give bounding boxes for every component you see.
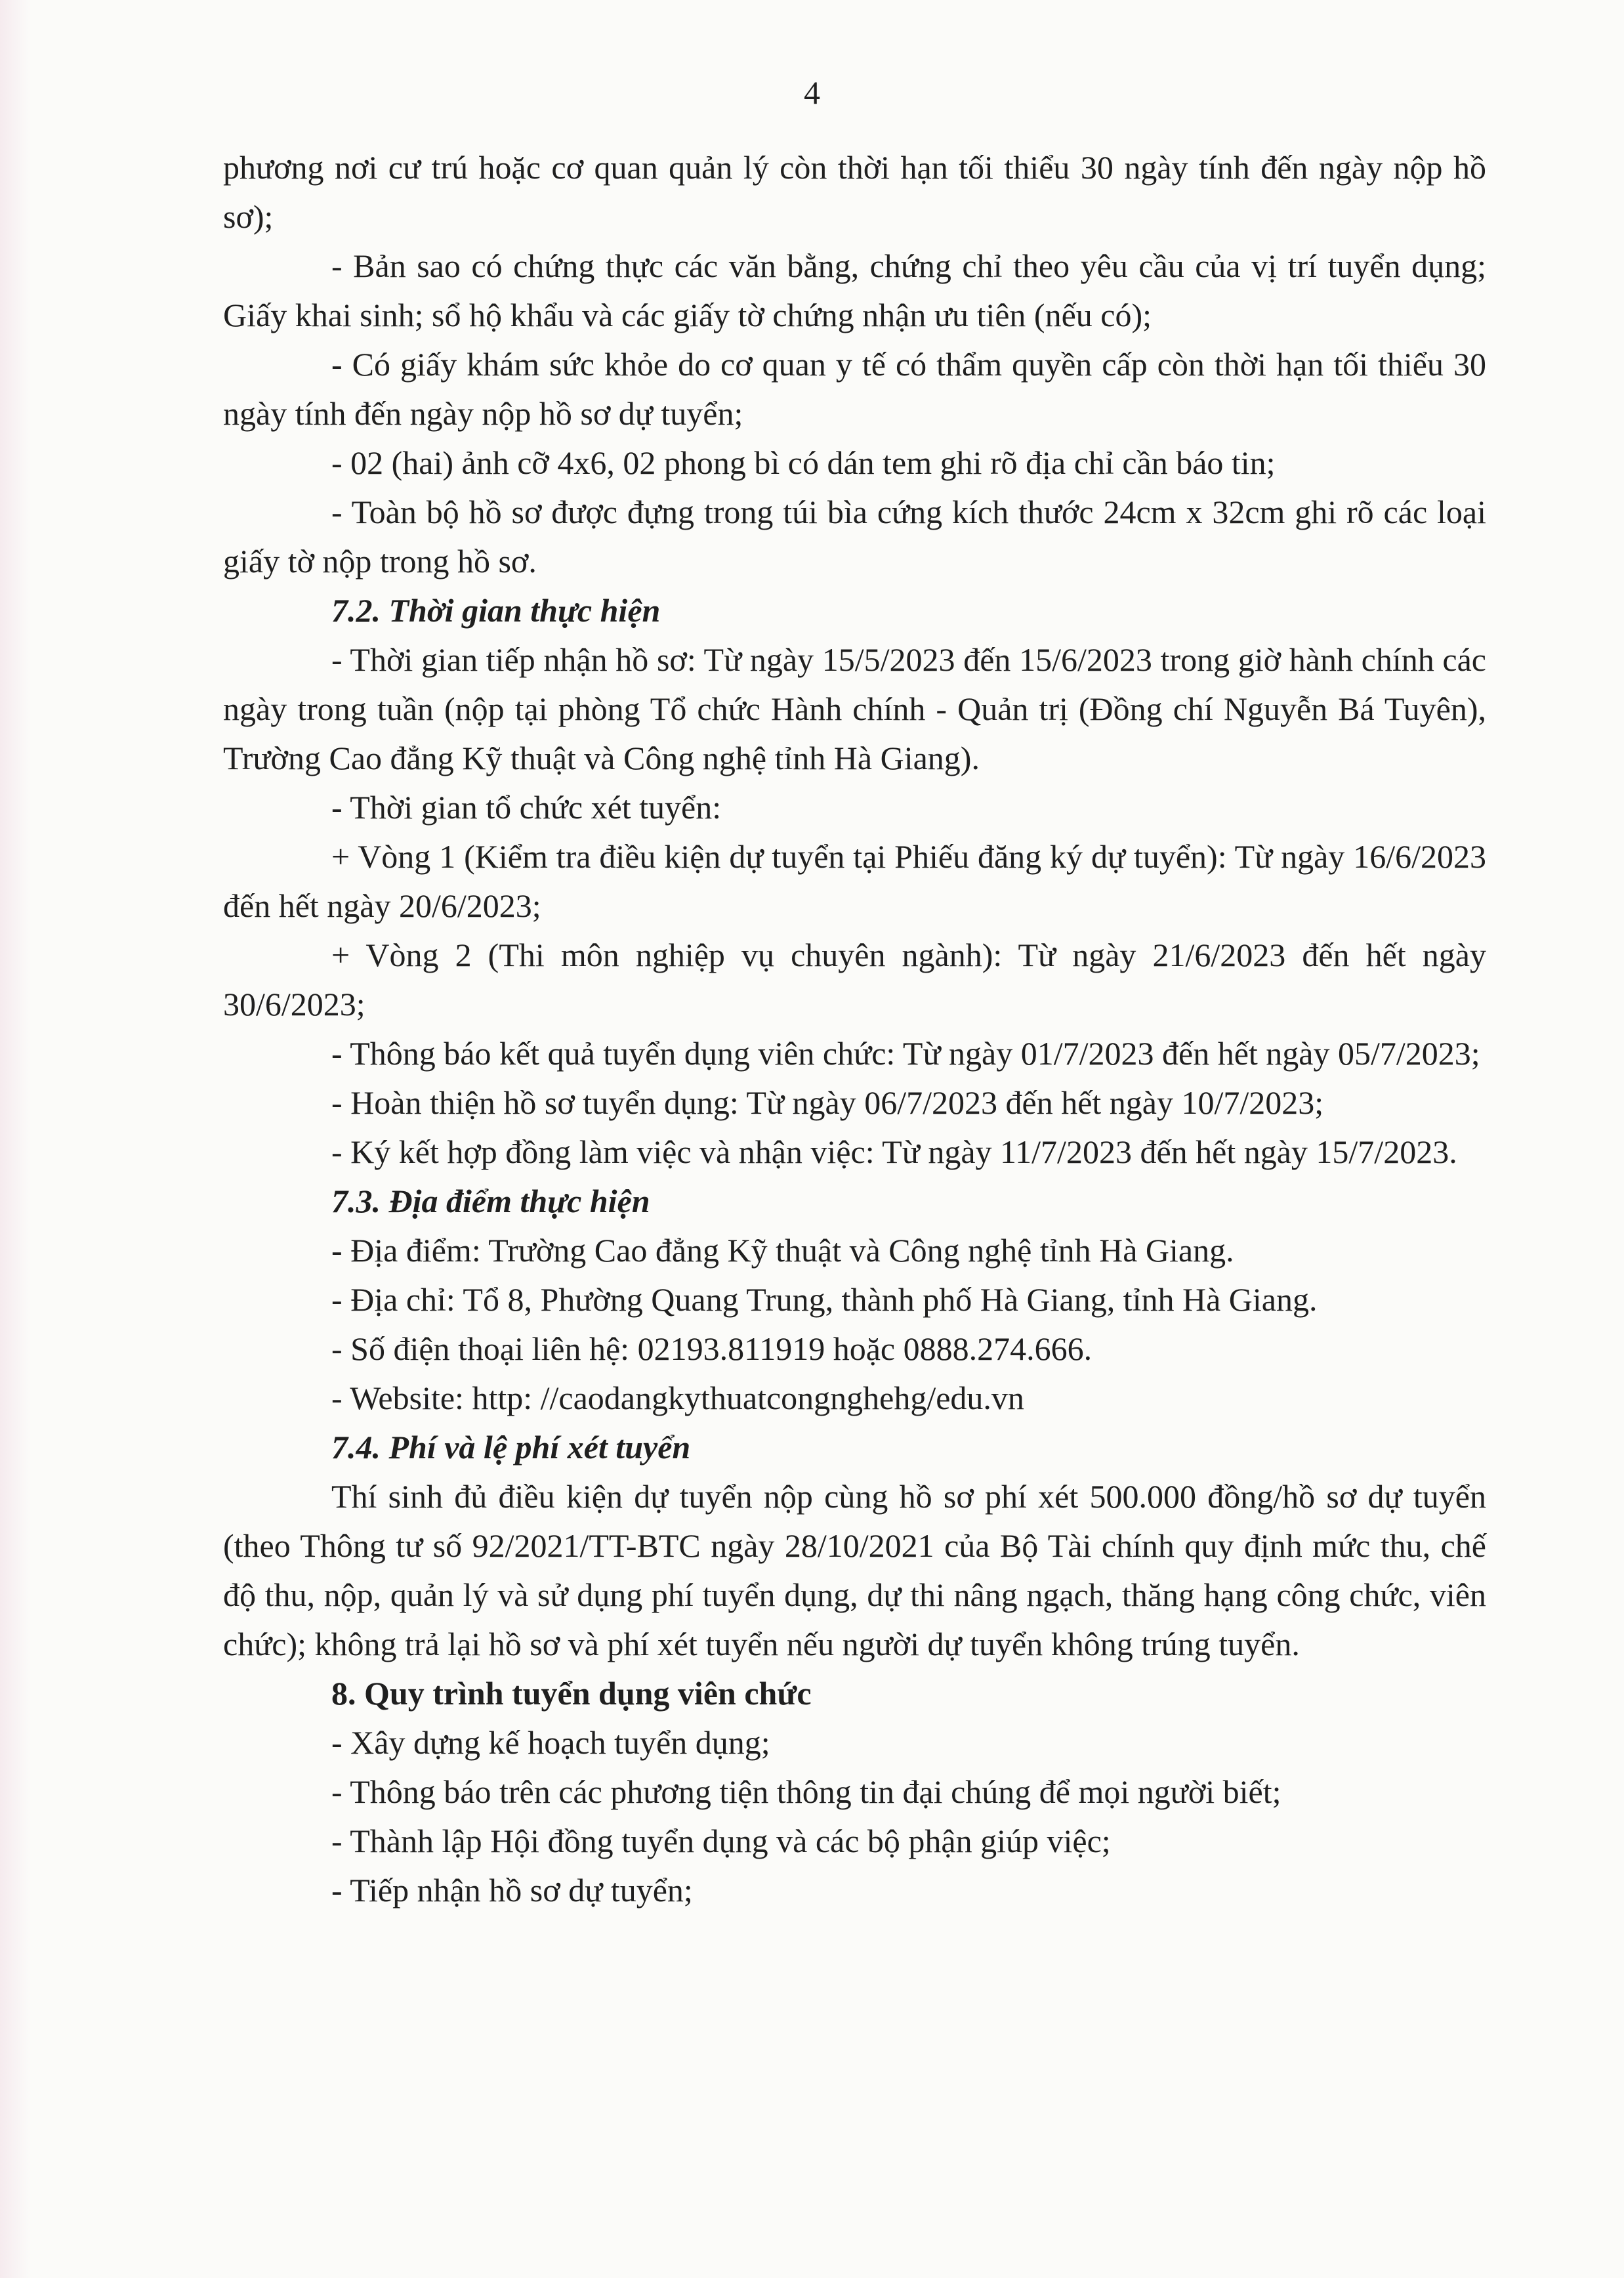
list-item-receive-time: - Thời gian tiếp nhận hồ sơ: Từ ngày 15/5/2023 đến 15/6/2023 trong giờ hành chính các ngày trong tuần (nộp tại phòng Tổ chức Hành chính - Quản trị (Đồng chí Nguyễn Bá Tuyên), Trường Cao đẳng Kỹ thuật và Công nghệ tỉnh Hà Giang). bbox=[223, 641, 1486, 776]
list-item-round-2: + Vòng 2 (Thi môn nghiệp vụ chuyên ngành): Từ ngày 21/6/2023 đến hết ngày 30/6/2023; bbox=[223, 937, 1486, 1023]
list-item-results: - Thông báo kết quả tuyển dụng viên chức: Từ ngày 01/7/2023 đến hết ngày 05/7/2023; bbox=[331, 1035, 1480, 1072]
paragraph-fee: Thí sinh đủ điều kiện dự tuyển nộp cùng hồ sơ phí xét 500.000 đồng/hồ sơ dự tuyển (theo Thông tư số 92/2021/TT-BTC ngày 28/10/2021 của Bộ Tài chính quy định mức thu, chế độ thu, nộp, quản lý và sử dụng phí tuyển dụng, dự thi nâng ngạch, thăng hạng công chức, viên chức); không trả lại hồ sơ và phí xét tuyển nếu người dự tuyển không trúng tuyển. bbox=[223, 1478, 1486, 1662]
section-heading-8: 8. Quy trình tuyển dụng viên chức bbox=[331, 1675, 812, 1712]
section-heading-7-4: 7.4. Phí và lệ phí xét tuyển bbox=[331, 1429, 691, 1466]
list-item-phone: - Số điện thoại liên hệ: 02193.811919 hoặc 0888.274.666. bbox=[331, 1330, 1093, 1367]
list-item-plan: - Xây dựng kế hoạch tuyển dụng; bbox=[331, 1724, 770, 1761]
list-item-folder: - Toàn bộ hồ sơ được đựng trong túi bìa cứng kích thước 24cm x 32cm ghi rõ các loại giấy tờ nộp trong hồ sơ. bbox=[223, 494, 1486, 580]
list-item-health-check: - Có giấy khám sức khỏe do cơ quan y tế có thẩm quyền cấp còn thời hạn tối thiểu 30 ngày tính đến ngày nộp hồ sơ dự tuyển; bbox=[223, 346, 1486, 432]
paragraph: phương nơi cư trú hoặc cơ quan quản lý còn thời hạn tối thiểu 30 ngày tính đến ngày nộp hồ sơ); bbox=[223, 149, 1486, 235]
list-item-receive-docs: - Tiếp nhận hồ sơ dự tuyển; bbox=[331, 1872, 693, 1909]
list-item-website: - Website: http: //caodangkythuatcongnghehg/edu.vn bbox=[331, 1380, 1024, 1416]
page-number: 4 bbox=[804, 74, 820, 111]
scan-edge-tint bbox=[0, 0, 30, 2278]
list-item-photos: - 02 (hai) ảnh cỡ 4x6, 02 phong bì có dán tem ghi rõ địa chỉ cần báo tin; bbox=[331, 444, 1276, 481]
list-item-certificates: - Bản sao có chứng thực các văn bằng, chứng chỉ theo yêu cầu của vị trí tuyển dụng; Giấy khai sinh; sổ hộ khẩu và các giấy tờ chứng nhận ưu tiên (nếu có); bbox=[223, 247, 1486, 333]
section-heading-7-3: 7.3. Địa điểm thực hiện bbox=[331, 1183, 650, 1219]
list-item-round-1: + Vòng 1 (Kiểm tra điều kiện dự tuyển tại Phiếu đăng ký dự tuyển): Từ ngày 16/6/2023 đến hết ngày 20/6/2023; bbox=[223, 838, 1486, 924]
list-item-contract: - Ký kết hợp đồng làm việc và nhận việc: Từ ngày 11/7/2023 đến hết ngày 15/7/2023. bbox=[331, 1133, 1457, 1170]
list-item-council: - Thành lập Hội đồng tuyển dụng và các bộ phận giúp việc; bbox=[331, 1823, 1111, 1859]
list-item-finalize: - Hoàn thiện hồ sơ tuyển dụng: Từ ngày 06/7/2023 đến hết ngày 10/7/2023; bbox=[331, 1084, 1324, 1121]
list-item-location: - Địa điểm: Trường Cao đẳng Kỹ thuật và Công nghệ tỉnh Hà Giang. bbox=[331, 1232, 1234, 1269]
document-body bbox=[223, 143, 1486, 1915]
list-item-address: - Địa chỉ: Tổ 8, Phường Quang Trung, thành phố Hà Giang, tỉnh Hà Giang. bbox=[331, 1281, 1318, 1318]
list-item-selection-time: - Thời gian tổ chức xét tuyển: bbox=[331, 789, 722, 826]
section-heading-7-2: 7.2. Thời gian thực hiện bbox=[331, 592, 661, 629]
list-item-announce: - Thông báo trên các phương tiện thông tin đại chúng để mọi người biết; bbox=[331, 1773, 1281, 1810]
